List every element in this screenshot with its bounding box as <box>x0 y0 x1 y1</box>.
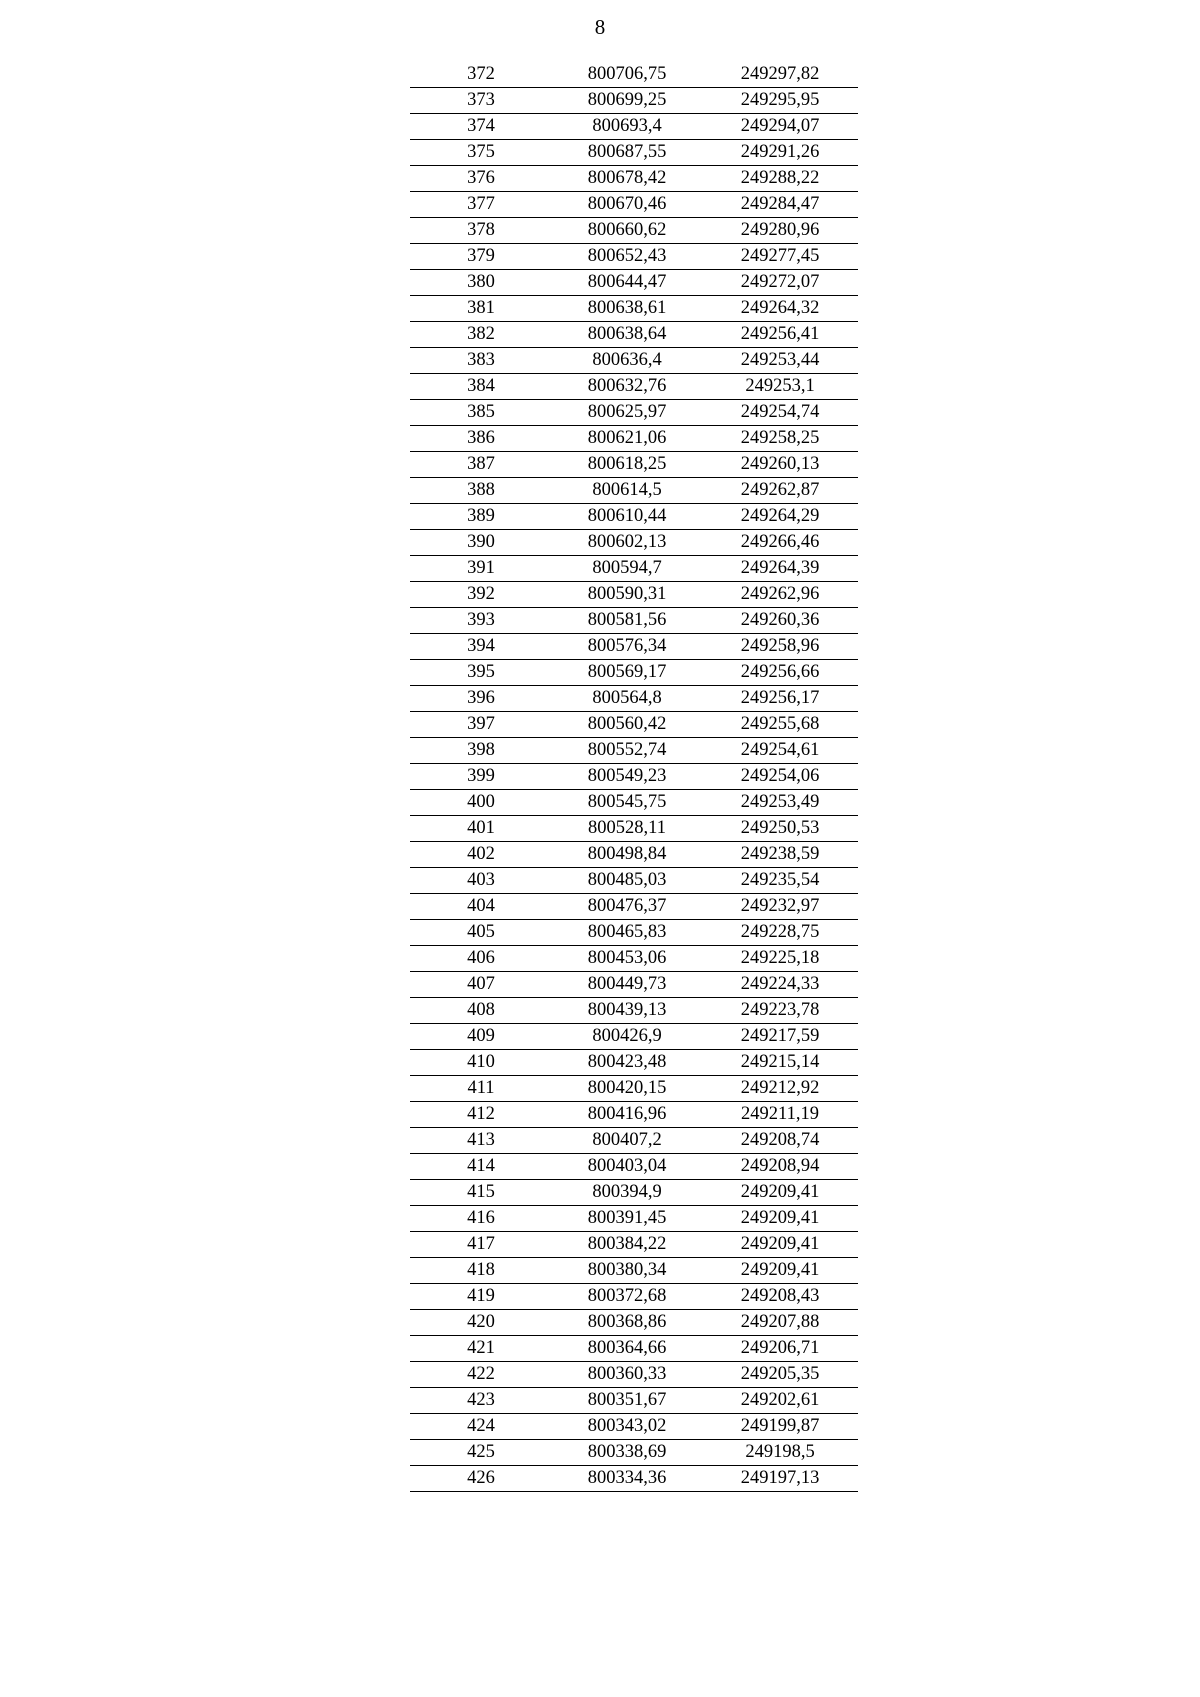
y-coordinate-cell: 249250,53 <box>702 816 858 842</box>
x-coordinate-cell: 800372,68 <box>552 1284 702 1310</box>
point-number-cell: 425 <box>410 1440 552 1466</box>
point-number-cell: 423 <box>410 1388 552 1414</box>
table-row <box>410 504 858 530</box>
table-row <box>410 1336 858 1362</box>
table-row <box>410 634 858 660</box>
point-number-cell: 416 <box>410 1206 552 1232</box>
point-number-cell: 410 <box>410 1050 552 1076</box>
x-coordinate-cell: 800545,75 <box>552 790 702 816</box>
point-number-cell: 389 <box>410 504 552 530</box>
point-number-cell: 378 <box>410 218 552 244</box>
table-row <box>410 894 858 920</box>
table-row <box>410 218 858 244</box>
x-coordinate-cell: 800465,83 <box>552 920 702 946</box>
x-coordinate-cell: 800687,55 <box>552 140 702 166</box>
y-coordinate-cell: 249235,54 <box>702 868 858 894</box>
point-number-cell: 407 <box>410 972 552 998</box>
y-coordinate-cell: 249288,22 <box>702 166 858 192</box>
y-coordinate-cell: 249254,06 <box>702 764 858 790</box>
table-row <box>410 140 858 166</box>
coordinates-table <box>410 62 858 1492</box>
x-coordinate-cell: 800394,9 <box>552 1180 702 1206</box>
x-coordinate-cell: 800560,42 <box>552 712 702 738</box>
x-coordinate-cell: 800334,36 <box>552 1466 702 1492</box>
x-coordinate-cell: 800610,44 <box>552 504 702 530</box>
table-row <box>410 296 858 322</box>
x-coordinate-cell: 800638,64 <box>552 322 702 348</box>
x-coordinate-cell: 800621,06 <box>552 426 702 452</box>
x-coordinate-cell: 800678,42 <box>552 166 702 192</box>
x-coordinate-cell: 800693,4 <box>552 114 702 140</box>
table-row <box>410 1414 858 1440</box>
point-number-cell: 419 <box>410 1284 552 1310</box>
y-coordinate-cell: 249254,61 <box>702 738 858 764</box>
table-row <box>410 1466 858 1492</box>
point-number-cell: 418 <box>410 1258 552 1284</box>
table-row <box>410 88 858 114</box>
x-coordinate-cell: 800618,25 <box>552 452 702 478</box>
x-coordinate-cell: 800416,96 <box>552 1102 702 1128</box>
table-row <box>410 270 858 296</box>
x-coordinate-cell: 800549,23 <box>552 764 702 790</box>
y-coordinate-cell: 249208,74 <box>702 1128 858 1154</box>
table-row <box>410 842 858 868</box>
page-number: 8 <box>594 15 606 39</box>
table-row <box>410 738 858 764</box>
y-coordinate-cell: 249264,32 <box>702 296 858 322</box>
x-coordinate-cell: 800453,06 <box>552 946 702 972</box>
y-coordinate-cell: 249209,41 <box>702 1180 858 1206</box>
table-row <box>410 790 858 816</box>
x-coordinate-cell: 800636,4 <box>552 348 702 374</box>
table-row <box>410 1310 858 1336</box>
point-number-cell: 398 <box>410 738 552 764</box>
x-coordinate-cell: 800670,46 <box>552 192 702 218</box>
point-number-cell: 426 <box>410 1466 552 1492</box>
table-row <box>410 556 858 582</box>
y-coordinate-cell: 249208,94 <box>702 1154 858 1180</box>
x-coordinate-cell: 800614,5 <box>552 478 702 504</box>
table-row <box>410 1232 858 1258</box>
y-coordinate-cell: 249262,96 <box>702 582 858 608</box>
point-number-cell: 411 <box>410 1076 552 1102</box>
x-coordinate-cell: 800569,17 <box>552 660 702 686</box>
point-number-cell: 381 <box>410 296 552 322</box>
y-coordinate-cell: 249280,96 <box>702 218 858 244</box>
y-coordinate-cell: 249254,74 <box>702 400 858 426</box>
table-row <box>410 998 858 1024</box>
table-row <box>410 1362 858 1388</box>
x-coordinate-cell: 800576,34 <box>552 634 702 660</box>
point-number-cell: 402 <box>410 842 552 868</box>
table-row <box>410 1258 858 1284</box>
point-number-cell: 384 <box>410 374 552 400</box>
point-number-cell: 372 <box>410 62 552 88</box>
point-number-cell: 415 <box>410 1180 552 1206</box>
y-coordinate-cell: 249266,46 <box>702 530 858 556</box>
table-row <box>410 1076 858 1102</box>
table-row <box>410 166 858 192</box>
table-row <box>410 1206 858 1232</box>
x-coordinate-cell: 800660,62 <box>552 218 702 244</box>
y-coordinate-cell: 249253,1 <box>702 374 858 400</box>
y-coordinate-cell: 249291,26 <box>702 140 858 166</box>
point-number-cell: 373 <box>410 88 552 114</box>
point-number-cell: 388 <box>410 478 552 504</box>
table-row <box>410 400 858 426</box>
point-number-cell: 377 <box>410 192 552 218</box>
x-coordinate-cell: 800638,61 <box>552 296 702 322</box>
x-coordinate-cell: 800581,56 <box>552 608 702 634</box>
y-coordinate-cell: 249211,19 <box>702 1102 858 1128</box>
y-coordinate-cell: 249238,59 <box>702 842 858 868</box>
point-number-cell: 413 <box>410 1128 552 1154</box>
point-number-cell: 400 <box>410 790 552 816</box>
table-row <box>410 1024 858 1050</box>
point-number-cell: 414 <box>410 1154 552 1180</box>
table-row <box>410 764 858 790</box>
table-row <box>410 192 858 218</box>
point-number-cell: 403 <box>410 868 552 894</box>
y-coordinate-cell: 249199,87 <box>702 1414 858 1440</box>
y-coordinate-cell: 249209,41 <box>702 1206 858 1232</box>
x-coordinate-cell: 800338,69 <box>552 1440 702 1466</box>
table-row <box>410 920 858 946</box>
point-number-cell: 387 <box>410 452 552 478</box>
table-row <box>410 530 858 556</box>
table-row <box>410 660 858 686</box>
x-coordinate-cell: 800644,47 <box>552 270 702 296</box>
x-coordinate-cell: 800380,34 <box>552 1258 702 1284</box>
table-row <box>410 244 858 270</box>
table-row <box>410 972 858 998</box>
y-coordinate-cell: 249264,29 <box>702 504 858 530</box>
point-number-cell: 420 <box>410 1310 552 1336</box>
x-coordinate-cell: 800343,02 <box>552 1414 702 1440</box>
table-row <box>410 946 858 972</box>
table-row <box>410 608 858 634</box>
point-number-cell: 379 <box>410 244 552 270</box>
y-coordinate-cell: 249294,07 <box>702 114 858 140</box>
point-number-cell: 424 <box>410 1414 552 1440</box>
table-row <box>410 114 858 140</box>
y-coordinate-cell: 249224,33 <box>702 972 858 998</box>
y-coordinate-cell: 249209,41 <box>702 1232 858 1258</box>
x-coordinate-cell: 800528,11 <box>552 816 702 842</box>
x-coordinate-cell: 800449,73 <box>552 972 702 998</box>
y-coordinate-cell: 249198,5 <box>702 1440 858 1466</box>
point-number-cell: 422 <box>410 1362 552 1388</box>
y-coordinate-cell: 249215,14 <box>702 1050 858 1076</box>
table-row <box>410 348 858 374</box>
point-number-cell: 374 <box>410 114 552 140</box>
coordinates-table-body <box>410 62 858 1492</box>
table-row <box>410 322 858 348</box>
point-number-cell: 405 <box>410 920 552 946</box>
y-coordinate-cell: 249217,59 <box>702 1024 858 1050</box>
x-coordinate-cell: 800594,7 <box>552 556 702 582</box>
point-number-cell: 409 <box>410 1024 552 1050</box>
point-number-cell: 408 <box>410 998 552 1024</box>
y-coordinate-cell: 249256,41 <box>702 322 858 348</box>
x-coordinate-cell: 800364,66 <box>552 1336 702 1362</box>
point-number-cell: 395 <box>410 660 552 686</box>
y-coordinate-cell: 249256,66 <box>702 660 858 686</box>
y-coordinate-cell: 249206,71 <box>702 1336 858 1362</box>
table-row <box>410 712 858 738</box>
table-row <box>410 816 858 842</box>
point-number-cell: 412 <box>410 1102 552 1128</box>
x-coordinate-cell: 800351,67 <box>552 1388 702 1414</box>
y-coordinate-cell: 249202,61 <box>702 1388 858 1414</box>
table-row <box>410 374 858 400</box>
point-number-cell: 397 <box>410 712 552 738</box>
y-coordinate-cell: 249232,97 <box>702 894 858 920</box>
table-row <box>410 478 858 504</box>
point-number-cell: 396 <box>410 686 552 712</box>
y-coordinate-cell: 249260,13 <box>702 452 858 478</box>
y-coordinate-cell: 249260,36 <box>702 608 858 634</box>
x-coordinate-cell: 800485,03 <box>552 868 702 894</box>
y-coordinate-cell: 249208,43 <box>702 1284 858 1310</box>
point-number-cell: 383 <box>410 348 552 374</box>
point-number-cell: 375 <box>410 140 552 166</box>
x-coordinate-cell: 800384,22 <box>552 1232 702 1258</box>
point-number-cell: 406 <box>410 946 552 972</box>
table-row <box>410 1128 858 1154</box>
point-number-cell: 376 <box>410 166 552 192</box>
table-row <box>410 1154 858 1180</box>
x-coordinate-cell: 800403,04 <box>552 1154 702 1180</box>
x-coordinate-cell: 800602,13 <box>552 530 702 556</box>
y-coordinate-cell: 249297,82 <box>702 62 858 88</box>
y-coordinate-cell: 249223,78 <box>702 998 858 1024</box>
y-coordinate-cell: 249256,17 <box>702 686 858 712</box>
y-coordinate-cell: 249255,68 <box>702 712 858 738</box>
y-coordinate-cell: 249258,25 <box>702 426 858 452</box>
y-coordinate-cell: 249207,88 <box>702 1310 858 1336</box>
y-coordinate-cell: 249253,44 <box>702 348 858 374</box>
point-number-cell: 392 <box>410 582 552 608</box>
table-row <box>410 62 858 88</box>
point-number-cell: 394 <box>410 634 552 660</box>
point-number-cell: 390 <box>410 530 552 556</box>
x-coordinate-cell: 800706,75 <box>552 62 702 88</box>
point-number-cell: 417 <box>410 1232 552 1258</box>
table-row <box>410 1102 858 1128</box>
x-coordinate-cell: 800407,2 <box>552 1128 702 1154</box>
point-number-cell: 382 <box>410 322 552 348</box>
x-coordinate-cell: 800632,76 <box>552 374 702 400</box>
y-coordinate-cell: 249209,41 <box>702 1258 858 1284</box>
x-coordinate-cell: 800423,48 <box>552 1050 702 1076</box>
point-number-cell: 404 <box>410 894 552 920</box>
x-coordinate-cell: 800699,25 <box>552 88 702 114</box>
x-coordinate-cell: 800426,9 <box>552 1024 702 1050</box>
x-coordinate-cell: 800391,45 <box>552 1206 702 1232</box>
y-coordinate-cell: 249272,07 <box>702 270 858 296</box>
point-number-cell: 380 <box>410 270 552 296</box>
table-row <box>410 868 858 894</box>
point-number-cell: 391 <box>410 556 552 582</box>
x-coordinate-cell: 800590,31 <box>552 582 702 608</box>
y-coordinate-cell: 249262,87 <box>702 478 858 504</box>
x-coordinate-cell: 800498,84 <box>552 842 702 868</box>
table-row <box>410 452 858 478</box>
x-coordinate-cell: 800368,86 <box>552 1310 702 1336</box>
y-coordinate-cell: 249197,13 <box>702 1466 858 1492</box>
x-coordinate-cell: 800360,33 <box>552 1362 702 1388</box>
x-coordinate-cell: 800439,13 <box>552 998 702 1024</box>
y-coordinate-cell: 249225,18 <box>702 946 858 972</box>
point-number-cell: 393 <box>410 608 552 634</box>
x-coordinate-cell: 800552,74 <box>552 738 702 764</box>
y-coordinate-cell: 249205,35 <box>702 1362 858 1388</box>
point-number-cell: 401 <box>410 816 552 842</box>
y-coordinate-cell: 249228,75 <box>702 920 858 946</box>
y-coordinate-cell: 249258,96 <box>702 634 858 660</box>
x-coordinate-cell: 800476,37 <box>552 894 702 920</box>
x-coordinate-cell: 800652,43 <box>552 244 702 270</box>
table-row <box>410 1180 858 1206</box>
table-row <box>410 1284 858 1310</box>
y-coordinate-cell: 249212,92 <box>702 1076 858 1102</box>
point-number-cell: 386 <box>410 426 552 452</box>
table-row <box>410 686 858 712</box>
x-coordinate-cell: 800625,97 <box>552 400 702 426</box>
y-coordinate-cell: 249295,95 <box>702 88 858 114</box>
x-coordinate-cell: 800564,8 <box>552 686 702 712</box>
table-row <box>410 1050 858 1076</box>
y-coordinate-cell: 249277,45 <box>702 244 858 270</box>
table-row <box>410 582 858 608</box>
table-row <box>410 1440 858 1466</box>
table-row <box>410 426 858 452</box>
y-coordinate-cell: 249253,49 <box>702 790 858 816</box>
point-number-cell: 399 <box>410 764 552 790</box>
point-number-cell: 385 <box>410 400 552 426</box>
x-coordinate-cell: 800420,15 <box>552 1076 702 1102</box>
y-coordinate-cell: 249284,47 <box>702 192 858 218</box>
table-row <box>410 1388 858 1414</box>
y-coordinate-cell: 249264,39 <box>702 556 858 582</box>
point-number-cell: 421 <box>410 1336 552 1362</box>
